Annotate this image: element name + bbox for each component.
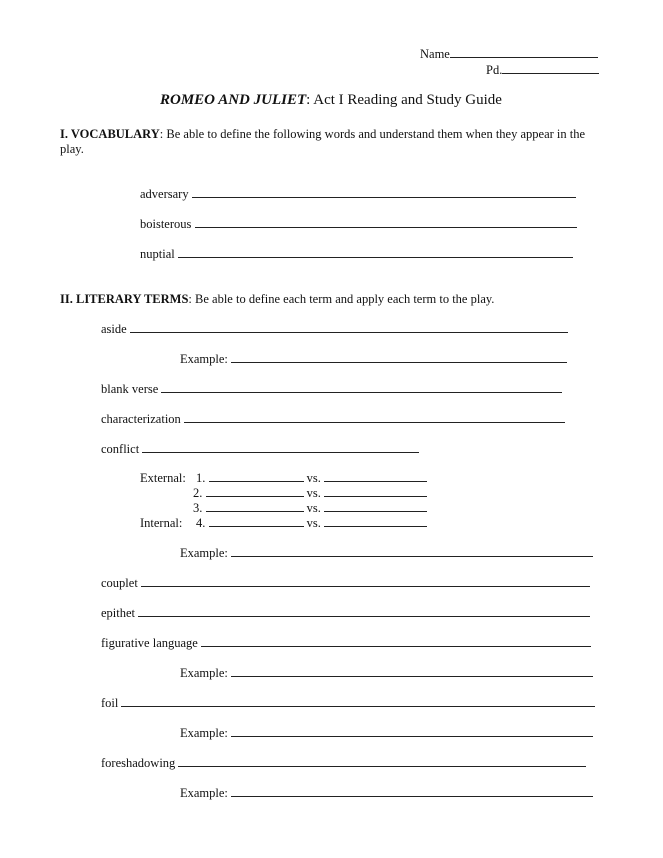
conflict-row — [193, 501, 427, 516]
term-item — [101, 756, 586, 771]
vocab-heading: I. VOCABULARY — [60, 127, 160, 141]
example-item — [180, 726, 593, 741]
term-item — [101, 606, 590, 621]
term-answer-line[interactable] — [184, 412, 565, 423]
term-item — [101, 382, 562, 397]
term-answer-line[interactable] — [138, 606, 590, 617]
term-label: couplet — [101, 576, 138, 590]
terms-section-heading — [60, 292, 494, 307]
term-label: aside — [101, 322, 127, 336]
terms-heading: II. LITERARY TERMS — [60, 292, 189, 306]
vs-label: vs. — [306, 486, 321, 500]
term-item — [101, 576, 590, 591]
term-answer-line[interactable] — [130, 322, 568, 333]
term-item — [101, 322, 568, 337]
example-item — [180, 546, 593, 561]
term-label: foreshadowing — [101, 756, 176, 770]
example-answer-line[interactable] — [231, 352, 567, 363]
vocab-answer-line[interactable] — [178, 247, 573, 258]
term-answer-line[interactable] — [121, 696, 595, 707]
period-row — [486, 63, 599, 78]
vocab-instructions: : Be able to define the following words and understand them when they appear in the play. — [60, 127, 586, 156]
term-label: blank verse — [101, 382, 159, 396]
vocab-word: nuptial — [140, 247, 175, 261]
example-answer-line[interactable] — [231, 546, 593, 557]
example-label: Example: — [180, 786, 228, 800]
example-label: Example: — [180, 546, 228, 560]
term-item — [101, 636, 591, 651]
vocab-section-heading — [60, 127, 605, 157]
name-row — [420, 47, 598, 62]
example-item — [180, 352, 567, 367]
name-field[interactable] — [450, 47, 598, 58]
vocab-answer-line[interactable] — [195, 217, 577, 228]
conflict-number: 3. — [193, 501, 203, 515]
conflict-number: 4. — [196, 516, 206, 530]
vocab-answer-line[interactable] — [192, 187, 576, 198]
vocab-item — [140, 217, 577, 232]
term-label: foil — [101, 696, 119, 710]
conflict-external-label: External: — [140, 471, 186, 485]
conflict-number: 1. — [196, 471, 206, 485]
conflict-side-b[interactable] — [324, 516, 427, 527]
page-title — [160, 93, 502, 108]
term-answer-line[interactable] — [141, 576, 590, 587]
vs-label: vs. — [306, 471, 321, 485]
vocab-item — [140, 247, 573, 262]
conflict-side-a[interactable] — [209, 471, 304, 482]
example-answer-line[interactable] — [231, 666, 593, 677]
conflict-side-a[interactable] — [209, 516, 304, 527]
term-label: conflict — [101, 442, 140, 456]
vocab-item — [140, 187, 576, 202]
vs-label: vs. — [306, 516, 321, 530]
term-label: figurative language — [101, 636, 198, 650]
example-label: Example: — [180, 352, 228, 366]
example-label: Example: — [180, 726, 228, 740]
term-label: characterization — [101, 412, 181, 426]
vocab-word: adversary — [140, 187, 189, 201]
term-answer-line[interactable] — [142, 442, 419, 453]
conflict-row — [196, 471, 427, 486]
conflict-row — [193, 486, 427, 501]
conflict-internal-label: Internal: — [140, 516, 183, 530]
conflict-side-b[interactable] — [324, 486, 427, 497]
term-answer-line[interactable] — [161, 382, 562, 393]
conflict-side-a[interactable] — [206, 486, 304, 497]
term-answer-line[interactable] — [201, 636, 591, 647]
term-answer-line[interactable] — [178, 756, 586, 767]
conflict-row — [196, 516, 427, 531]
play-title: ROMEO AND JULIET — [160, 92, 307, 108]
example-answer-line[interactable] — [231, 786, 593, 797]
vocab-word: boisterous — [140, 217, 192, 231]
conflict-side-b[interactable] — [324, 501, 427, 512]
example-label: Example: — [180, 666, 228, 680]
period-label: Pd. — [486, 63, 503, 77]
period-field[interactable] — [502, 63, 599, 74]
conflict-side-a[interactable] — [206, 501, 304, 512]
name-label: Name — [420, 47, 450, 61]
title-rest: : Act I Reading and Study Guide — [306, 92, 502, 108]
term-item — [101, 442, 419, 457]
term-item — [101, 412, 565, 427]
vs-label: vs. — [306, 501, 321, 515]
example-item — [180, 786, 593, 801]
term-item — [101, 696, 595, 711]
example-answer-line[interactable] — [231, 726, 593, 737]
term-label: epithet — [101, 606, 136, 620]
conflict-side-b[interactable] — [324, 471, 427, 482]
conflict-number: 2. — [193, 486, 203, 500]
example-item — [180, 666, 593, 681]
terms-instructions: : Be able to define each term and apply each term to the play. — [188, 292, 495, 306]
